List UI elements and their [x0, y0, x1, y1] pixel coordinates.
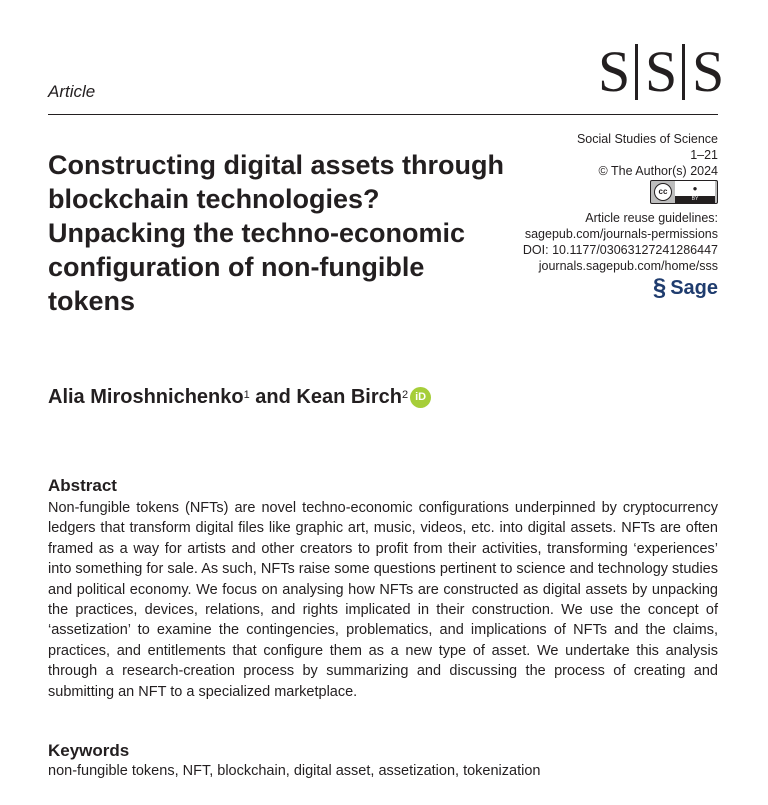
cc-icon: cc: [654, 183, 672, 201]
journal-logo-letter: S: [692, 39, 725, 104]
journal-logo-letter: S: [598, 39, 631, 104]
article-type-label: Article: [48, 82, 96, 101]
doi-link[interactable]: DOI: 10.1177/03063127241286447: [522, 243, 718, 257]
author-joiner: and: [249, 386, 297, 408]
abstract-text: Non-fungible tokens (NFTs) are novel techno-economic configurations underpinned by cryptocurrency ledgers that transform digital files like graphic art, music, videos, etc. into digital assets. NFTs are often framed as a way for artists and other creators to profit from their activities, transforming ‘experiences’ into something for sale. As such, NFTs raise some questions pertinent to science and technology studies and political economy. We focus on analysing how NFTs are constructed as digital assets by unpacking the practices, devices, relations, and rights implicated in their construction. We use the concept of ‘assetization’ to examine the contingencies, problematics, and implications of NFTs and the claims, practices, and entitlements that configure them as a new type of asset. We undertake this analysis through a research-creation process by summarizing and discussing the process of creating and submitting an NFT to a specialized marketplace.: [48, 500, 718, 700]
reuse-guidelines-label: Article reuse guidelines:: [585, 211, 718, 225]
by-label: BY: [675, 196, 715, 203]
author-name[interactable]: Alia Miroshnichenko: [48, 386, 244, 408]
keywords-heading: Keywords: [48, 741, 130, 760]
sage-s-icon: §: [652, 274, 667, 301]
author-list: [48, 386, 431, 409]
cc-by-license-badge[interactable]: [650, 180, 718, 204]
journal-logo: [598, 39, 725, 104]
header-divider: [48, 114, 718, 115]
keywords-list: non-fungible tokens, NFT, blockchain, digital asset, assetization, tokenization: [48, 763, 541, 779]
journal-name: Social Studies of Science: [576, 132, 718, 146]
page-range: 1–21: [690, 148, 718, 162]
orcid-icon[interactable]: iD: [410, 387, 431, 408]
abstract-heading: Abstract: [48, 476, 117, 495]
article-title: Constructing digital assets through blockchain technologies? Unpacking the techno-economic configuration of non-fungible tokens: [48, 150, 505, 316]
affiliation-marker: 2: [401, 388, 409, 401]
journal-logo-letter: S: [645, 39, 678, 104]
journal-homepage-link[interactable]: journals.sagepub.com/home/sss: [538, 259, 718, 273]
author-name[interactable]: Kean Birch: [296, 386, 402, 408]
reuse-guidelines-link[interactable]: sagepub.com/journals-permissions: [524, 227, 718, 241]
sage-logo: [652, 274, 718, 301]
sage-wordmark: Sage: [670, 277, 718, 299]
copyright-line: © The Author(s) 2024: [598, 164, 718, 178]
journal-logo-divider: [682, 44, 685, 100]
by-person-icon: ●: [675, 181, 715, 196]
journal-logo-divider: [635, 44, 638, 100]
affiliation-marker: 1: [243, 388, 250, 401]
